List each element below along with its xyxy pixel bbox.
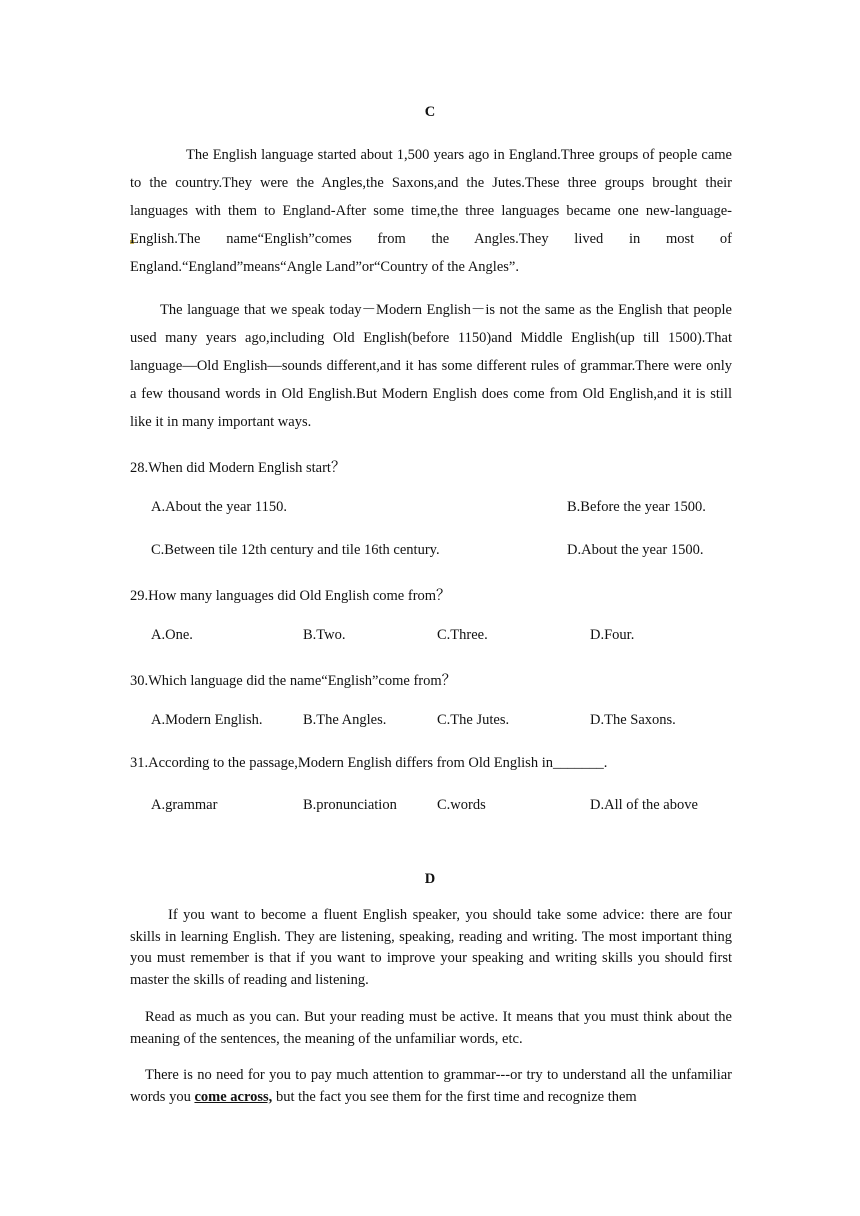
q29-option-d[interactable]: D.Four. [590,627,635,643]
underlined-phrase: come across, [194,1088,273,1105]
section-heading-d: D [424,871,436,887]
q28-option-d[interactable]: D.About the year 1500. [567,542,704,558]
q31-option-d[interactable]: D.All of the above [590,797,698,813]
q28-option-a[interactable]: A.About the year 1150. [151,499,287,515]
q30-option-d[interactable]: D.The Saxons. [590,712,676,728]
q30-option-c[interactable]: C.The Jutes. [437,712,510,728]
paragraph-3-text-start: There is no need for you to pay much attention to grammar---or try to understand all the unfamiliar words you [130,1067,732,1105]
q29-option-b[interactable]: B.Two. [303,627,346,643]
q31-option-a[interactable]: A.grammar [151,797,218,813]
q28-option-b[interactable]: B.Before the year 1500. [567,499,706,515]
question-30: 30.Which language did the name“English”come from？ [130,673,457,689]
q31-option-b[interactable]: B.pronunciation [303,797,397,813]
q29-option-c[interactable]: C.Three. [437,627,488,643]
passage-c-paragraph-2: The language that we speak today－Modern English－is not the same as the English that people used many years ago,including Old English(before 1150)and Middle English(up till 1500).That language—Old English—sounds different,and it has some different rules of grammar.There were only a few thousand words in Old English.But Modern English does come from Old English,and it is still like it in many important ways. [130,302,732,430]
q28-option-c[interactable]: C.Between tile 12th century and tile 16th century. [151,542,440,558]
paragraph-3-text-end: but the fact you see them for the first time and recognize them [272,1088,637,1105]
q30-option-a[interactable]: A.Modern English. [151,712,263,728]
q29-option-a[interactable]: A.One. [151,627,193,643]
question-29: 29.How many languages did Old English come from？ [130,588,451,604]
passage-c-paragraph-1: The English language started about 1,500 years ago in England.Three groups of people came to the country.They were the Angles,the Saxons,and the Jutes.These three groups brought their languages with them to England-After some time,the three languages became one new-language-English.The name“English”comes from the Angles.They lived in most of England.“England”means“Angle Land”or“Country of the Angles”. [130,147,732,275]
section-heading-c: C [424,104,436,120]
question-28: 28.When did Modern English start？ [130,460,346,476]
passage-d-paragraph-3 [130,1065,732,1108]
q31-option-c[interactable]: C.words [437,797,486,813]
q30-option-b[interactable]: B.The Angles. [303,712,387,728]
question-31: 31.According to the passage,Modern English differs from Old English in_______. [130,755,608,771]
passage-d-paragraph-2: Read as much as you can. But your reading must be active. It means that you must think about the meaning of the sentences, the meaning of the unfamiliar words, etc. [130,1009,732,1047]
passage-d-paragraph-1: If you want to become a fluent English speaker, you should take some advice: there are four skills in learning English. They are listening, speaking, reading and writing. The most important thing you must remember is that if you want to improve your speaking and writing skills you should first master the skills of reading and listening. [130,907,732,988]
